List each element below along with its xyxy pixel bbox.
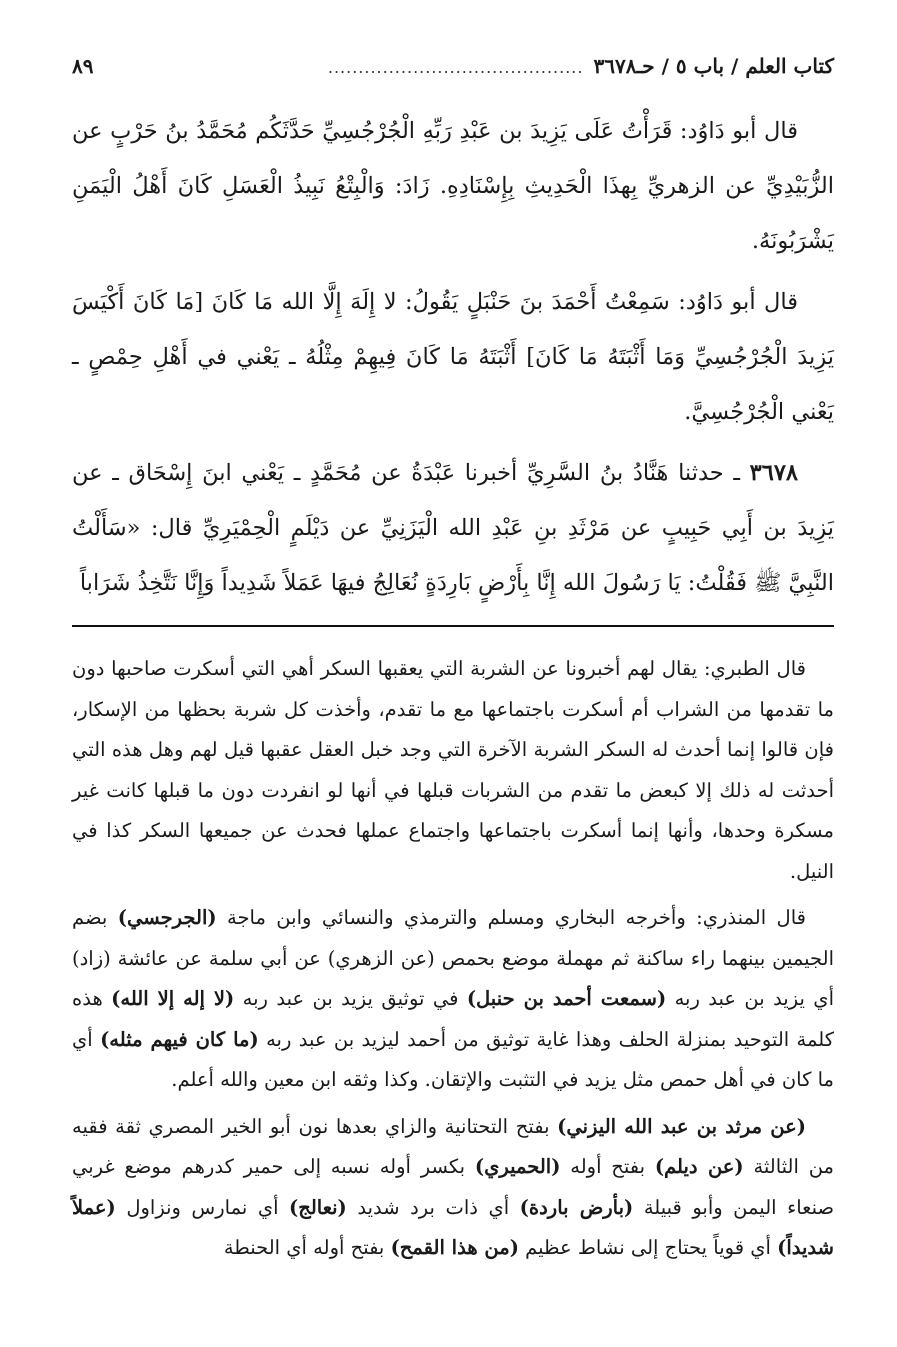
note-heading: (بأرض باردة) [519, 1195, 634, 1219]
main-paragraph-1: قال أبو دَاوُد: قَرَأْتُ عَلَى يَزِيدَ بن عَبْدِ رَبِّهِ الْجُرْجُسِيِّ حَدَّثَكُم مُحَمَّدُ بنُ حَرْبٍ عن الزُّبَيْدِيِّ عن الزهريِّ بِهذَا الْحَدِيثِ بِإِسْنَادِهِ. زَادَ: وَالْبِتْعُ نَبِيذُ الْعَسَلِ كَانَ أَهْلُ الْيَمَنِ يَشْرَبُونَهُ. [72, 118, 834, 254]
note-heading: (عن مرثد بن عبد الله اليزني) [557, 1114, 806, 1138]
hadith-text: ـ حدثنا هَنَّادُ بنُ السَّرِيِّ أخبرنا عَبْدَةُ عن مُحَمَّدٍ ـ يَعْني ابنَ إِسْحَاق ـ عن يَزِيدَ بن أَبِي حَبِيبٍ عن مَرْثَدِ بنِ عَبْدِ الله الْيَزَنِيِّ عن دَيْلَمٍ الْحِمْيَرِيِّ قال: «سَأَلْتُ النَّبِيَّ ﷺ فَقُلْتُ: يَا رَسُولَ الله إِنَّا بِأَرْضٍ بَارِدَةٍ نُعَالِجُ فيهَا عَمَلاً شَدِيداً وَإِنَّا نَتَّخِذُ شَرَاباً [72, 460, 834, 596]
note-text: عن أبي سلمة عن عائشة [117, 946, 321, 970]
main-text [72, 104, 834, 611]
note-text: هذه كلمة التوحيد بمنزلة الحلف وهذا غاية توثيق من أحمد ليزيد بن عبد ربه [72, 987, 835, 1051]
note-heading: (من هذا القمح) [390, 1236, 519, 1259]
note-text: أي ذات برد شديد [357, 1195, 510, 1219]
running-header [72, 52, 834, 82]
note-text: بفتح أوله [570, 1155, 646, 1178]
note-heading: (عملاً شديداً) [72, 1195, 834, 1259]
note-text: (عن الزهري) [327, 946, 435, 970]
note-paragraph-3 [72, 1107, 834, 1269]
main-paragraph-3 [72, 446, 834, 611]
note-heading: (ما كان فيهم مثله) [100, 1027, 259, 1051]
note-heading: (لا إله إلا الله) [111, 987, 235, 1010]
hadith-number: ٣٦٧٨ [749, 460, 798, 486]
page-number: ٨٩ [72, 54, 94, 78]
note-paragraph-2 [72, 898, 834, 1101]
note-text: بفتح التحتانية والزاي بعدها نون أبو الخير المصري ثقة فقيه من الثالثة [72, 1114, 834, 1178]
note-text: أي قوياً يحتاج إلى نشاط عظيم [525, 1236, 771, 1259]
header-leader-dots: .......................................... [327, 58, 584, 77]
note-heading: (نعالج) [289, 1195, 347, 1219]
note-text: بكسر أوله نسبه إلى حمير كدرهم موضع غربي صنعاء اليمن وأبو قبيلة [72, 1155, 835, 1219]
note-text: في توثيق يزيد بن عبد ربه [242, 987, 459, 1010]
note-text: بفتح أوله أي الحنطة [223, 1236, 385, 1259]
footnote-divider [72, 625, 834, 627]
commentary [72, 649, 834, 1269]
note-heading: (سمعت أحمد بن حنبل) [466, 987, 667, 1010]
note-text: قال المنذري: وأخرجه البخاري ومسلم والترمذي والنسائي وابن ماجة [227, 906, 806, 929]
note-text: أي نمارس ونزاول [126, 1195, 279, 1219]
note-heading: (عن ديلم) [654, 1155, 744, 1178]
note-heading: (الجرجسي) [117, 906, 217, 929]
note-paragraph-1: قال الطبري: يقال لهم أخبرونا عن الشربة التي يعقبها السكر أهي التي أسكرت صاحبها دون ما تقدمها من الشراب أم أسكرت باجتماعها مع ما تقدم، وأخذت كل شربة بحظها من الإسكار، فإن قالوا إنما أحدث له السكر الشربة الآخرة التي وجد خبل العقل عقبها قيل لهم وهل هذه التي أحدثت له ذلك إلا كبعض ما تقدم من الشربات قبلها في أنها لو انفردت دون ما قبلها كانت غير مسكرة وحدها، وأنها إنما أسكرت باجتماعها واجتماع عملها فحدث عن جميعها السكر كذا في النيل. [72, 657, 834, 883]
note-text: أي يزيد بن عبد ربه [674, 987, 834, 1010]
book-page [72, 52, 834, 1275]
note-text: بضم الجيمين بينهما راء ساكنة ثم مهملة موضع بحمص [72, 906, 835, 970]
note-heading: (الحميري) [474, 1155, 561, 1178]
note-text: أي ما كان في أهل حمص مثل يزيد في التثبت والإتقان. وكذا وثقه ابن معين والله أعلم. [72, 1027, 834, 1091]
main-paragraph-2: قال أبو دَاوُد: سَمِعْتُ أَحْمَدَ بنَ حَنْبَلٍ يَقُولُ: لا إِلَهَ إِلَّا الله مَا كَانَ [مَا كَانَ أَكْيَسَ يَزِيدَ الْجُرْجُسِيِّ وَمَا أَثْبَتَهُ مَا كَانَ] أَثْبَتَهُ مَا كَانَ فِيهِمْ مِثْلُهُ ـ يَعْني في أَهْلِ حِمْصٍ ـ يَعْني الْجُرْجُسِيَّ. [72, 289, 834, 425]
header-title: كتاب العلم / باب ٥ / حـ٣٦٧٨ [593, 54, 834, 78]
note-text: (زاد) [72, 946, 111, 970]
